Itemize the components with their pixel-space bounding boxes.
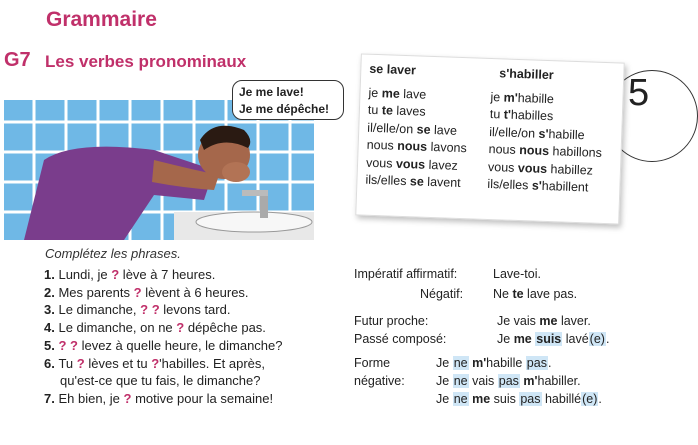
sentence-text: lèvent à 6 heures. [141, 284, 249, 300]
forme-negative-line [436, 391, 602, 409]
blank-marker: ? ? [140, 302, 160, 318]
illustration-boy-washing [4, 100, 314, 240]
item-number: 2. [44, 284, 59, 300]
forme-label: Forme [354, 356, 391, 370]
verb-form: lave [430, 122, 458, 138]
imperatif-affirmatif-label: Impératif affirmatif: [354, 267, 458, 281]
negatif-label: Négatif: [420, 287, 464, 301]
verb-form: laves [392, 103, 426, 119]
reflexive-pronoun: me [472, 391, 491, 406]
pronoun: il/elle/on [489, 124, 539, 141]
exercise-item [44, 355, 283, 373]
text: suis [490, 391, 520, 406]
column-header: se laver [369, 61, 417, 78]
text: habille [486, 356, 526, 370]
sentence-text: lève à 7 heures. [119, 267, 216, 282]
sentence-text: Le dimanche, on ne [58, 320, 177, 336]
item-number: 1. [44, 267, 59, 282]
sentence-text: Le dimanche, [58, 302, 141, 318]
exercise-item [44, 337, 283, 355]
highlighted-word: pas [520, 391, 541, 406]
column-header: s'habiller [499, 66, 554, 83]
page-title: Grammaire [46, 8, 157, 31]
reflexive-pronoun: te [512, 287, 524, 301]
text: Je [436, 373, 453, 388]
text: laver. [557, 314, 591, 328]
highlighted-word: ne [453, 373, 468, 388]
sentence-text: qu'est-ce que tu fais, le dimanche? [60, 373, 261, 389]
sentence-text: levons tard. [159, 302, 231, 318]
exercise-item [44, 266, 283, 284]
blank-marker: ? [111, 267, 120, 282]
highlighted-word: (e) [582, 391, 598, 406]
text: . [605, 332, 610, 346]
forme-negative-line [436, 373, 602, 391]
highlighted-word: pas [526, 356, 547, 370]
section-title: Les verbes pronominaux [45, 52, 247, 71]
item-number: 4. [44, 320, 59, 336]
blank-marker: ? ? [58, 337, 78, 353]
speech-line-1: Je me lave! [239, 85, 304, 99]
speech-bubble [232, 80, 344, 120]
reflexive-pronoun: vous [395, 156, 426, 172]
column-se-laver [365, 61, 499, 194]
item-number: 7. [44, 390, 59, 406]
verb-form: lave [399, 86, 427, 102]
text: Ne [493, 287, 513, 301]
highlighted-word: ne [453, 356, 468, 370]
verb-form: habillent [541, 178, 589, 195]
pronoun: ils/elles [487, 176, 533, 193]
exercise-item [44, 301, 283, 319]
text: Je [436, 356, 453, 370]
text: habiller. [537, 373, 581, 388]
reflexive-pronoun: s' [538, 126, 549, 141]
sentence-text: dépêche pas. [184, 320, 266, 336]
sentence-text: Tu [58, 355, 77, 371]
item-number: 3. [44, 302, 59, 318]
passe-compose-label: Passé composé: [354, 332, 447, 346]
reflexive-pronoun: m' [472, 356, 487, 370]
highlighted-word: ne [453, 391, 468, 406]
reflexive-pronoun: m' [503, 89, 519, 105]
pronoun: tu [367, 102, 383, 118]
conjugation-card [355, 53, 624, 224]
negative-label: négative: [354, 374, 405, 388]
pronoun: nous [488, 141, 520, 158]
text: vais [468, 373, 498, 388]
pronoun: vous [365, 155, 397, 171]
verb-form: habille [517, 90, 555, 106]
sentence-text: lèves et tu [84, 355, 152, 371]
text: . [598, 391, 602, 406]
sentence-text: 'habilles. Et après, [159, 355, 265, 371]
highlighted-word: (e) [589, 332, 605, 346]
verb-form: habille [548, 126, 585, 142]
pronoun: nous [366, 137, 398, 153]
exercise-instruction: Complétez les phrases. [45, 246, 181, 261]
sentence-text: levez à quelle heure, le dimanche? [77, 337, 283, 353]
futur-proche-value [497, 313, 591, 331]
reflexive-pronoun: t' [503, 107, 512, 122]
verb-form: habilles [510, 107, 554, 124]
passe-compose-value [497, 331, 609, 349]
negatif-value [493, 286, 577, 304]
verb-form: habillez [546, 161, 594, 178]
highlighted-word: suis [536, 332, 562, 346]
conjugation-row [487, 176, 618, 198]
pronoun: je [368, 85, 382, 100]
blank-marker: ? [176, 320, 185, 336]
verb-form: lavez [424, 157, 459, 173]
reflexive-pronoun: se [409, 174, 425, 189]
item-number: 6. [44, 355, 59, 371]
pronoun: tu [489, 106, 505, 122]
text: habillé [541, 391, 582, 406]
exercise-item [44, 390, 283, 408]
blank-marker: ? [133, 284, 142, 300]
text: Je [436, 391, 453, 406]
imperatif-affirmatif-value: Lave-toi. [493, 267, 541, 281]
verb-form: lavent [423, 174, 461, 190]
text: Je vais [497, 314, 540, 328]
highlighted-word: pas [498, 373, 519, 388]
forme-negative-line [436, 355, 602, 373]
reflexive-pronoun: nous [518, 143, 550, 159]
reflexive-pronoun: m' [523, 373, 538, 388]
reflexive-pronoun: se [416, 121, 431, 137]
page-number: 5 [628, 72, 650, 114]
blank-marker: ? [151, 355, 160, 371]
section-number: G7 [4, 49, 31, 71]
text: lavé [562, 332, 589, 346]
sentence-text: motive pour la semaine! [131, 390, 274, 406]
verb-form: lavons [426, 139, 467, 156]
blank-marker: ? [76, 355, 85, 371]
reflexive-pronoun: me [381, 85, 401, 101]
conjugation-row [365, 172, 496, 194]
reflexive-pronoun: nous [397, 138, 428, 154]
pronoun: il/elle/on [367, 120, 417, 136]
reflexive-pronoun: s' [531, 178, 543, 193]
futur-proche-label: Futur proche: [354, 314, 429, 328]
forme-negative-examples [436, 355, 602, 408]
pronoun: ils/elles [365, 172, 411, 189]
speech-line-2: Je me dépêche! [239, 102, 330, 116]
text: lave pas. [523, 287, 578, 301]
reflexive-pronoun: te [381, 103, 394, 118]
exercise-item [44, 372, 283, 390]
column-s-habiller [487, 65, 621, 198]
reflexive-pronoun: me [513, 332, 532, 346]
verb-form: habillons [548, 144, 603, 160]
sentence-text: Lundi, je [58, 267, 112, 282]
exercise-item [44, 284, 283, 302]
pronoun: vous [487, 159, 519, 175]
reflexive-pronoun: vous [517, 160, 548, 176]
sentence-text: Eh bien, je [58, 390, 124, 406]
exercise-list [44, 266, 283, 408]
text: . [547, 356, 552, 370]
blank-marker: ? [123, 390, 132, 406]
item-number: 5. [44, 337, 59, 353]
exercise-item [44, 319, 283, 337]
sentence-text: Mes parents [58, 284, 134, 300]
pronoun: je [490, 89, 504, 104]
reflexive-pronoun: me [539, 314, 558, 328]
text: Je [497, 332, 514, 346]
